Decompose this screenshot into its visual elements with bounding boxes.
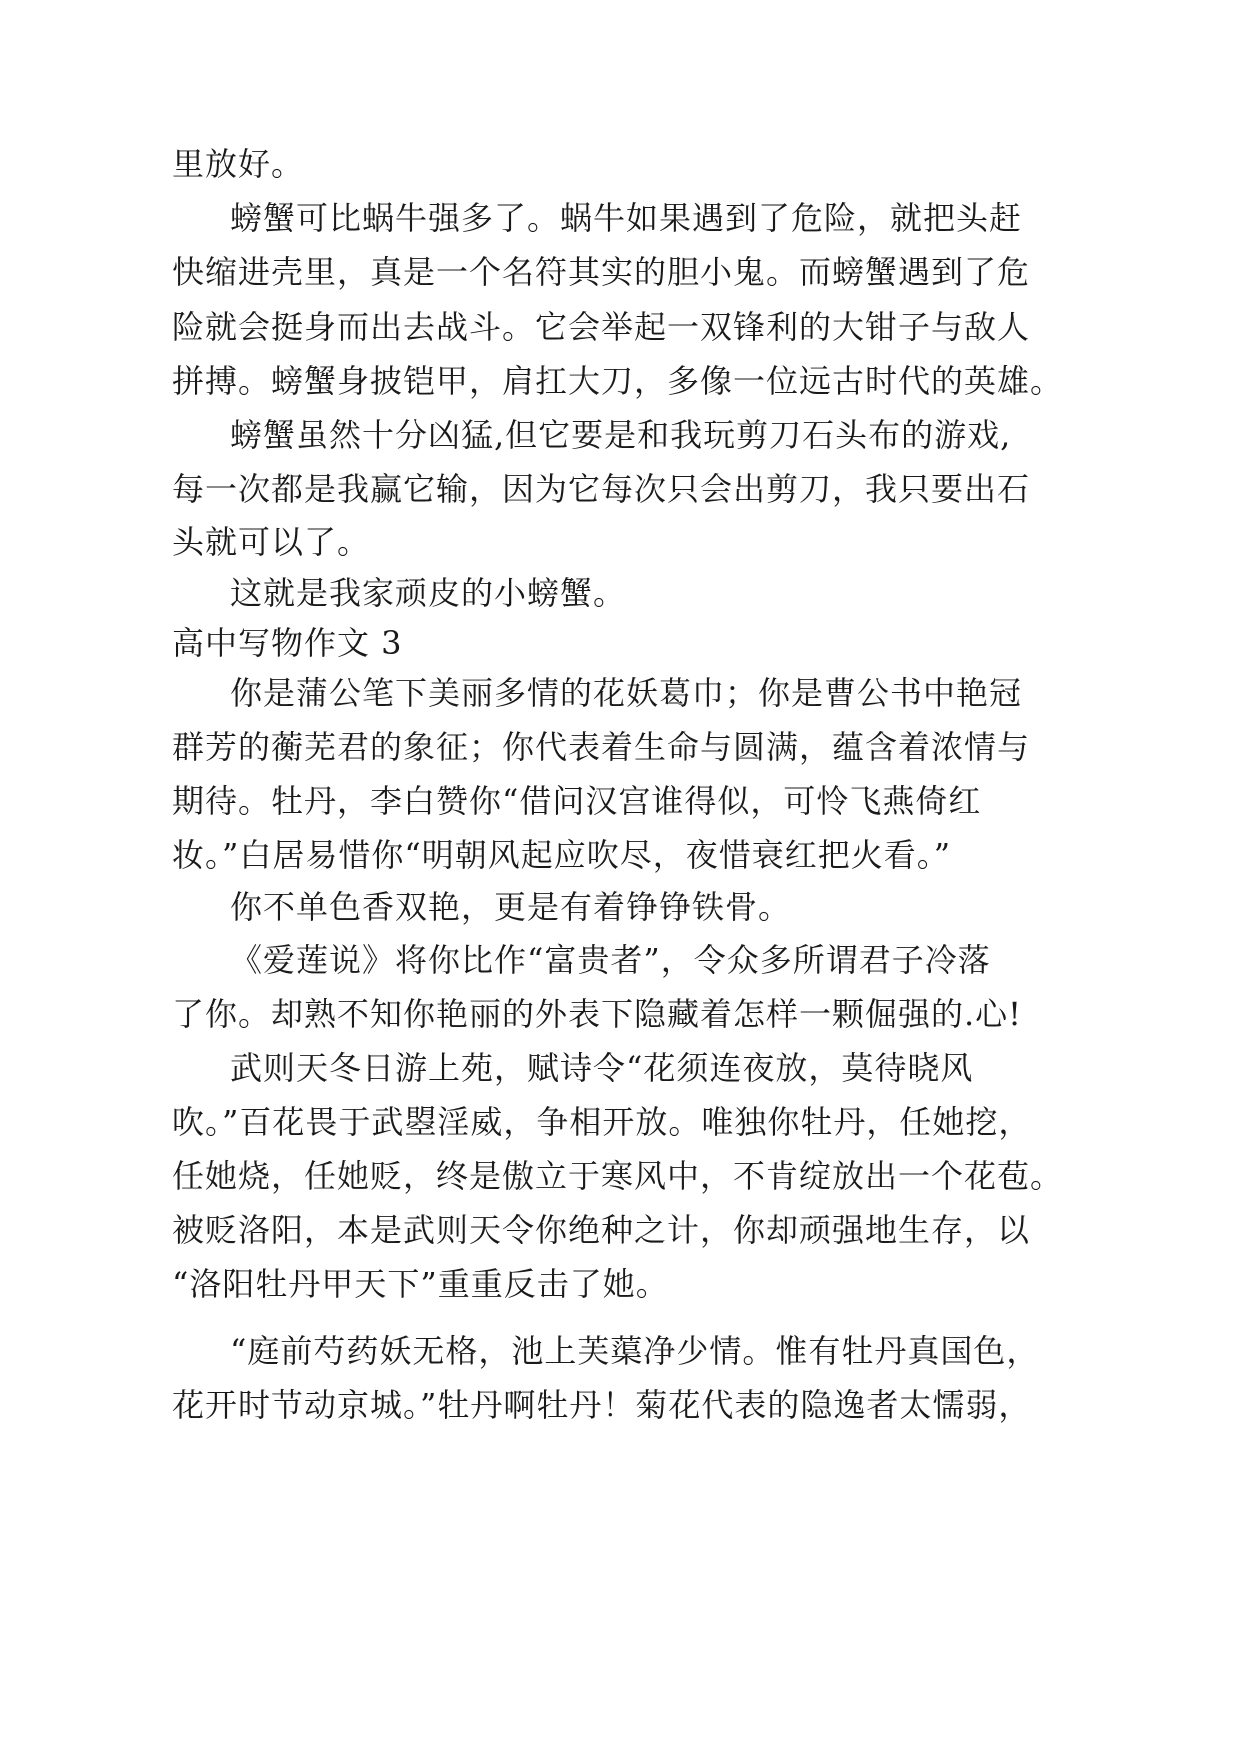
text-line: “庭前芍药妖无格，池上芙蕖净少情。惟有牡丹真国色， bbox=[230, 1332, 1040, 1370]
text-line: 期待。牡丹，李白赞你“借问汉宫谁得似，可怜飞燕倚红 bbox=[172, 782, 982, 820]
text-line: 这就是我家顽皮的小螃蟹。 bbox=[230, 574, 627, 612]
text-line: 武则天冬日游上苑，赋诗令“花须连夜放，莫待晓风 bbox=[230, 1049, 974, 1087]
text-line: 拼搏。螃蟹身披铠甲，肩扛大刀，多像一位远古时代的英雄。 bbox=[172, 362, 1064, 400]
text-line: 你不单色香双艳，更是有着铮铮铁骨。 bbox=[230, 888, 792, 926]
text-line: 了你。却熟不知你艳丽的外表下隐藏着怎样一颗倔强的.心! bbox=[172, 995, 1023, 1033]
text-line: 任她烧，任她贬，终是傲立于寒风中，不肯绽放出一个花苞。 bbox=[172, 1157, 1064, 1195]
text-line: 花开时节动京城。”牡丹啊牡丹！菊花代表的隐逸者太懦弱， bbox=[172, 1386, 1032, 1424]
text-line: 《爱莲说》将你比作“富贵者”，令众多所谓君子冷落 bbox=[230, 941, 991, 979]
text-line: 头就可以了。 bbox=[172, 523, 371, 561]
text-line: “洛阳牡丹甲天下”重重反击了她。 bbox=[172, 1265, 669, 1303]
text-line: 每一次都是我赢它输，因为它每次只会出剪刀，我只要出石 bbox=[172, 470, 1031, 508]
text-line: 被贬洛阳，本是武则天令你绝种之计，你却顽强地生存，以 bbox=[172, 1211, 1031, 1249]
text-line: 群芳的蘅芜君的象征；你代表着生命与圆满，蕴含着浓情与 bbox=[172, 728, 1031, 766]
text-line: 吹。”百花畏于武曌淫威，争相开放。唯独你牡丹，任她挖， bbox=[172, 1103, 1032, 1141]
text-line: 螃蟹虽然十分凶猛,但它要是和我玩剪刀石头布的游戏, bbox=[230, 416, 1012, 454]
text-line: 里放好。 bbox=[172, 145, 305, 183]
text-line: 妆。”白居易惜你“明朝风起应吹尽，夜惜衰红把火看。” bbox=[172, 836, 952, 874]
text-line: 螃蟹可比蜗牛强多了。蜗牛如果遇到了危险，就把头赶 bbox=[230, 199, 1023, 237]
text-line: 快缩进壳里，真是一个名符其实的胆小鬼。而螃蟹遇到了危 bbox=[172, 253, 1031, 291]
text-line: 你是蒲公笔下美丽多情的花妖葛巾；你是曹公书中艳冠 bbox=[230, 674, 1023, 712]
text-line: 险就会挺身而出去战斗。它会举起一双锋利的大钳子与敌人 bbox=[172, 308, 1031, 346]
section-heading: 高中写物作文 3 bbox=[172, 624, 403, 662]
